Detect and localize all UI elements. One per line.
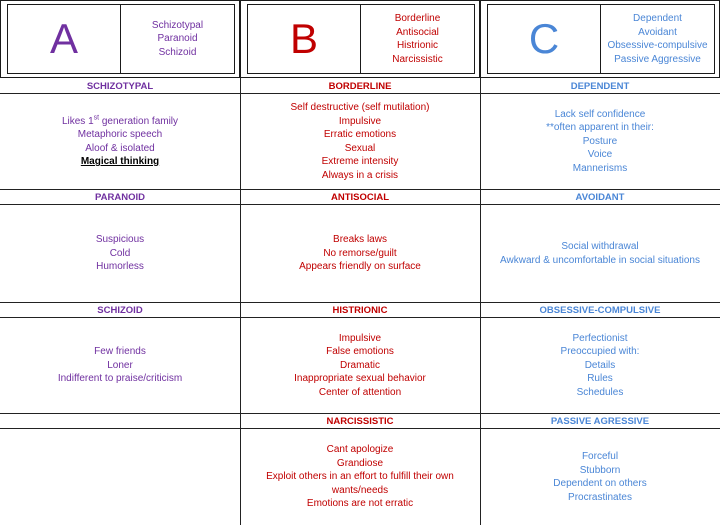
trait-item: Preoccupied with:: [560, 346, 640, 358]
trait-item: Always in a crisis: [321, 169, 399, 181]
cluster-b-members: [361, 5, 474, 73]
traits-schizoid: [0, 318, 240, 413]
traits-antisocial: [240, 205, 480, 302]
header-avoidant: AVOIDANT: [575, 192, 625, 203]
trait-item: Self destructive (self mutilation): [290, 102, 430, 113]
cluster-b-member: Narcissistic: [392, 53, 443, 65]
trait-item: Grandiose: [336, 457, 384, 469]
trait-item: Awkward & uncomfortable in social situations: [500, 254, 700, 266]
trait-item: False emotions: [326, 346, 394, 358]
trait-item: Aloof & isolated: [85, 142, 155, 154]
cluster-c-letter: C: [488, 5, 601, 73]
traits-narcissistic: [240, 429, 480, 525]
trait-item: Few friends: [94, 346, 146, 358]
cluster-c-member: Obsessive-compulsive: [607, 40, 708, 51]
traits-avoidant: [480, 205, 720, 302]
header-schizoid: SCHIZOID: [97, 305, 143, 316]
cluster-c-member: Dependent: [633, 13, 682, 24]
traits-passive-aggressive: [480, 429, 720, 525]
cluster-c-box: [480, 0, 720, 78]
trait-item: Likes 1st generation family: [61, 114, 179, 127]
header-paranoid: PARANOID: [95, 192, 145, 203]
cluster-c-member: Avoidant: [638, 26, 677, 38]
trait-item: Sexual: [344, 142, 376, 154]
trait-item: Voice: [587, 149, 613, 161]
trait-item: Lack self confidence: [554, 108, 646, 120]
header-passive-aggressive: PASSIVE AGRESSIVE: [550, 416, 650, 427]
trait-item: Center of attention: [318, 386, 402, 398]
trait-item: Schedules: [576, 386, 624, 398]
trait-item: Dependent on others: [553, 478, 647, 489]
header-dependent: DEPENDENT: [570, 81, 630, 92]
trait-item: Cold: [109, 247, 131, 259]
cluster-a-letter: A: [8, 5, 121, 73]
header-narcissistic: NARCISSISTIC: [326, 416, 394, 427]
traits-obsessive-compulsive: [480, 318, 720, 413]
traits-borderline: [240, 94, 480, 189]
trait-item: Rules: [587, 373, 613, 385]
cluster-c-members: [601, 5, 714, 73]
trait-item: Appears friendly on surface: [299, 261, 421, 273]
cluster-b-member: Borderline: [394, 13, 441, 24]
traits-dependent: [480, 94, 720, 189]
trait-item: Inappropriate sexual behavior: [294, 373, 426, 385]
trait-item: Cant apologize: [326, 444, 394, 456]
cluster-a-member: Schizoid: [158, 46, 197, 58]
cluster-b-member: Histrionic: [396, 40, 439, 51]
cluster-a-box: [0, 0, 240, 78]
trait-item: Exploit others in an effort to fulfill their own: [266, 471, 454, 483]
trait-item: Emotions are not erratic: [306, 498, 414, 510]
trait-item: Impulsive: [338, 115, 382, 127]
cluster-a-members: [121, 5, 234, 73]
trait-item: Suspicious: [95, 234, 145, 246]
trait-item: Procrastinates: [568, 491, 632, 503]
traits-paranoid: [0, 205, 240, 302]
trait-item: Dramatic: [339, 359, 380, 371]
cluster-a-member: Paranoid: [157, 33, 198, 45]
cluster-b-letter: B: [248, 5, 361, 73]
trait-item-emphasis: Magical thinking: [80, 156, 160, 167]
trait-item: Loner: [107, 359, 133, 371]
trait-item: Perfectionist: [572, 332, 628, 344]
traits-histrionic: [240, 318, 480, 413]
trait-item: Extreme intensity: [321, 156, 399, 167]
header-obsessive-compulsive: OBSESSIVE-COMPULSIVE: [539, 305, 661, 316]
trait-item: **often apparent in their:: [546, 122, 654, 134]
trait-item: Mannerisms: [572, 162, 628, 174]
trait-item: Stubborn: [579, 464, 621, 476]
header-borderline: BORDERLINE: [328, 81, 392, 92]
cluster-b-member: Antisocial: [396, 26, 439, 38]
trait-item: Metaphoric speech: [77, 129, 163, 140]
header-histrionic: HISTRIONIC: [332, 305, 388, 316]
trait-item: Breaks laws: [333, 234, 387, 246]
header-schizotypal: SCHIZOTYPAL: [86, 81, 154, 92]
cluster-b-box: [240, 0, 480, 78]
trait-item: Social withdrawal: [561, 241, 639, 252]
traits-schizotypal: [0, 94, 240, 189]
trait-item: No remorse/guilt: [323, 247, 397, 259]
trait-item: Indifferent to praise/criticism: [57, 373, 183, 385]
trait-item: Erratic emotions: [323, 129, 397, 140]
trait-item: Humorless: [96, 261, 144, 273]
trait-item: wants/needs: [331, 484, 389, 496]
trait-item: Forceful: [581, 451, 619, 462]
trait-item: Posture: [582, 135, 618, 147]
cluster-c-member: Passive Aggressive: [614, 53, 701, 65]
trait-item: Impulsive: [338, 332, 382, 344]
header-antisocial: ANTISOCIAL: [330, 192, 390, 203]
cluster-a-member: Schizotypal: [151, 19, 204, 31]
trait-item: Details: [584, 359, 616, 371]
